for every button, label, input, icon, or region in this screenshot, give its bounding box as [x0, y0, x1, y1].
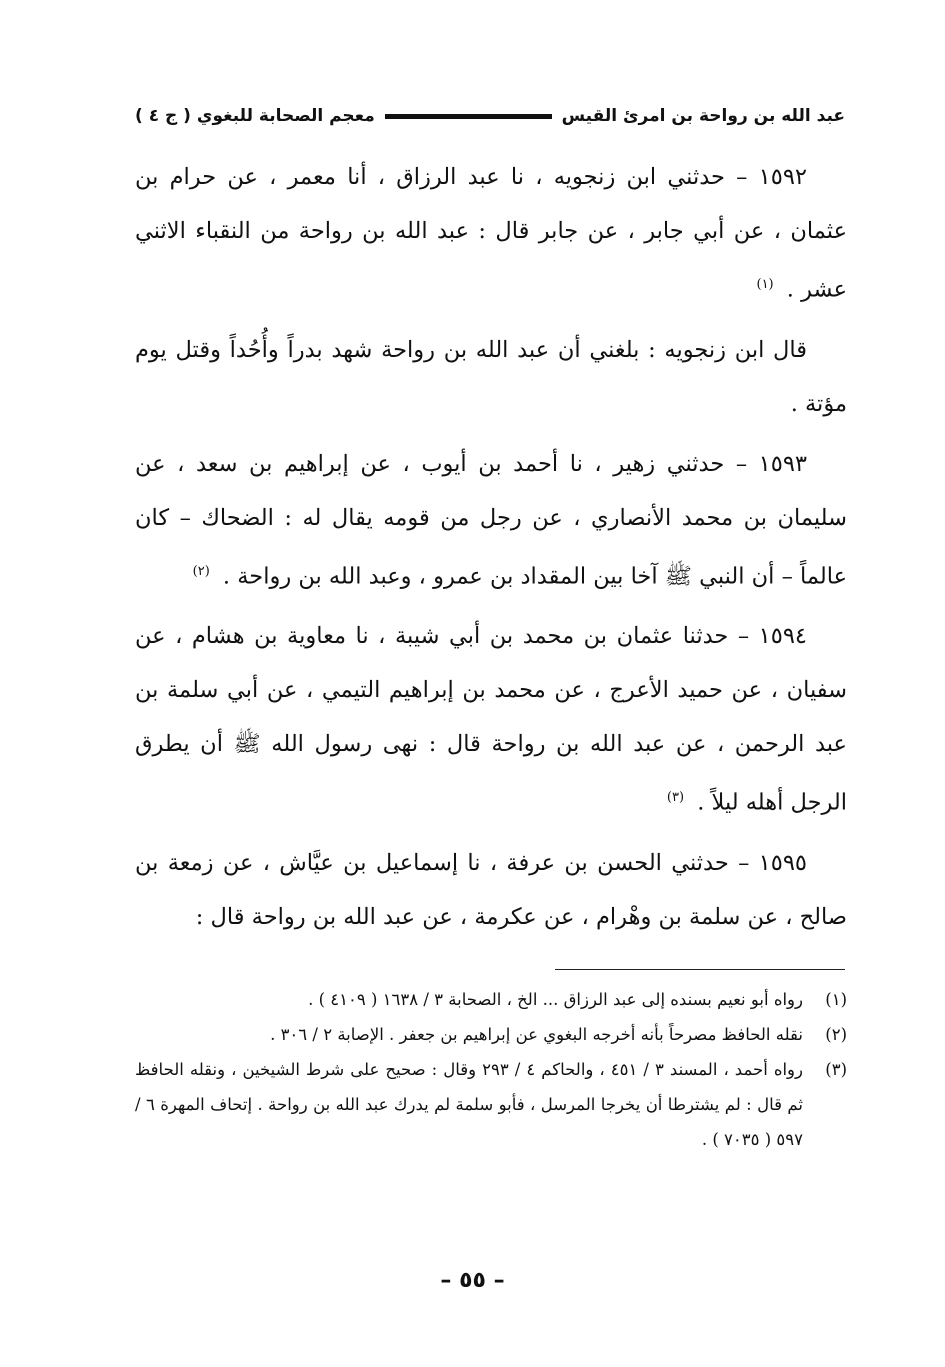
footnote-text: رواه أحمد ، المسند ٣ / ٤٥١ ، والحاكم ٤ / ٢٩٣ وقال : صحيح على شرط الشيخين ، ونقله الحافظ ثم قال : لم يشترطا أن يخرجا المرسل ، فأبو سلمة لم يدرك عبد الله بن رواحة . إتحاف المهرة ٦ / ٥٩٧ ( ٧٠٣٥ ) .	[135, 1060, 803, 1149]
footnotes	[135, 982, 847, 1157]
paragraph-1595	[135, 836, 847, 944]
footnote-item	[135, 1052, 847, 1157]
footnote-marker: (٢)	[192, 563, 210, 579]
paragraph-text: ١٥٩٣ – حدثني زهير ، نا أحمد بن أيوب ، عن إبراهيم بن سعد ، عن سليمان بن محمد الأنصاري ، عن رجل من قومه يقال له : الضحاك – كان عالماً – أن النبي ﷺ آخا بين المقداد بن عمرو ، وعبد الله بن رواحة .	[135, 450, 847, 589]
paragraph-1593	[135, 437, 847, 604]
paragraph-text: ١٥٩٤ – حدثنا عثمان بن محمد بن أبي شيبة ، نا معاوية بن هشام ، عن سفيان ، عن حميد الأعرج ، عن محمد بن إبراهيم التيمي ، عن أبي سلمة بن عبد الرحمن ، عن عبد الله بن رواحة قال : نهى رسول الله ﷺ أن يطرق الرجل أهله ليلاً .	[135, 623, 847, 816]
footnote-item	[135, 1017, 847, 1052]
header-section-title: عبد الله بن رواحة بن امرئ القيس	[561, 106, 845, 126]
paragraph-commentary	[135, 323, 847, 431]
main-text	[135, 150, 847, 950]
page-number: – ٥٥ –	[440, 1268, 505, 1293]
paragraph-text: ١٥٩٥ – حدثني الحسن بن عرفة ، نا إسماعيل بن عيَّاش ، عن زمعة بن صالح ، عن سلمة بن وهْرام ، عن عكرمة ، عن عبد الله بن رواحة قال :	[135, 849, 847, 930]
paragraph-1594	[135, 609, 847, 830]
footnote-number: (٣)	[825, 1060, 847, 1079]
footnote-text: رواه أبو نعيم بسنده إلى عبد الرزاق ... الخ ، الصحابة ٣ / ١٦٣٨ ( ٤١٠٩ ) .	[308, 990, 803, 1009]
header-rule	[385, 114, 552, 119]
footnote-number: (٢)	[825, 1025, 847, 1044]
running-header	[135, 96, 845, 136]
footnote-marker: (٣)	[666, 790, 685, 805]
footnote-marker: (١)	[756, 277, 774, 292]
footnote-text: نقله الحافظ مصرحاً بأنه أخرجه البغوي عن إبراهيم بن جعفر . الإصابة ٢ / ٣٠٦ .	[270, 1025, 803, 1044]
footnote-number: (١)	[825, 990, 847, 1009]
paragraph-text: ١٥٩٢ – حدثني ابن زنجويه ، نا عبد الرزاق ، أنا معمر ، عن حرام بن عثمان ، عن أبي جابر ، عن جابر قال : عبد الله بن رواحة من النقباء الاثني عشر .	[135, 164, 847, 303]
header-book-title: معجم الصحابة للبغوي ( ج ٤ )	[135, 106, 375, 126]
footnote-item	[135, 982, 847, 1017]
footnote-separator	[555, 969, 845, 970]
paragraph-1592	[135, 150, 847, 317]
paragraph-text: قال ابن زنجويه : بلغني أن عبد الله بن رواحة شهد بدراً وأُحُداً وقتل يوم مؤتة .	[135, 336, 847, 417]
